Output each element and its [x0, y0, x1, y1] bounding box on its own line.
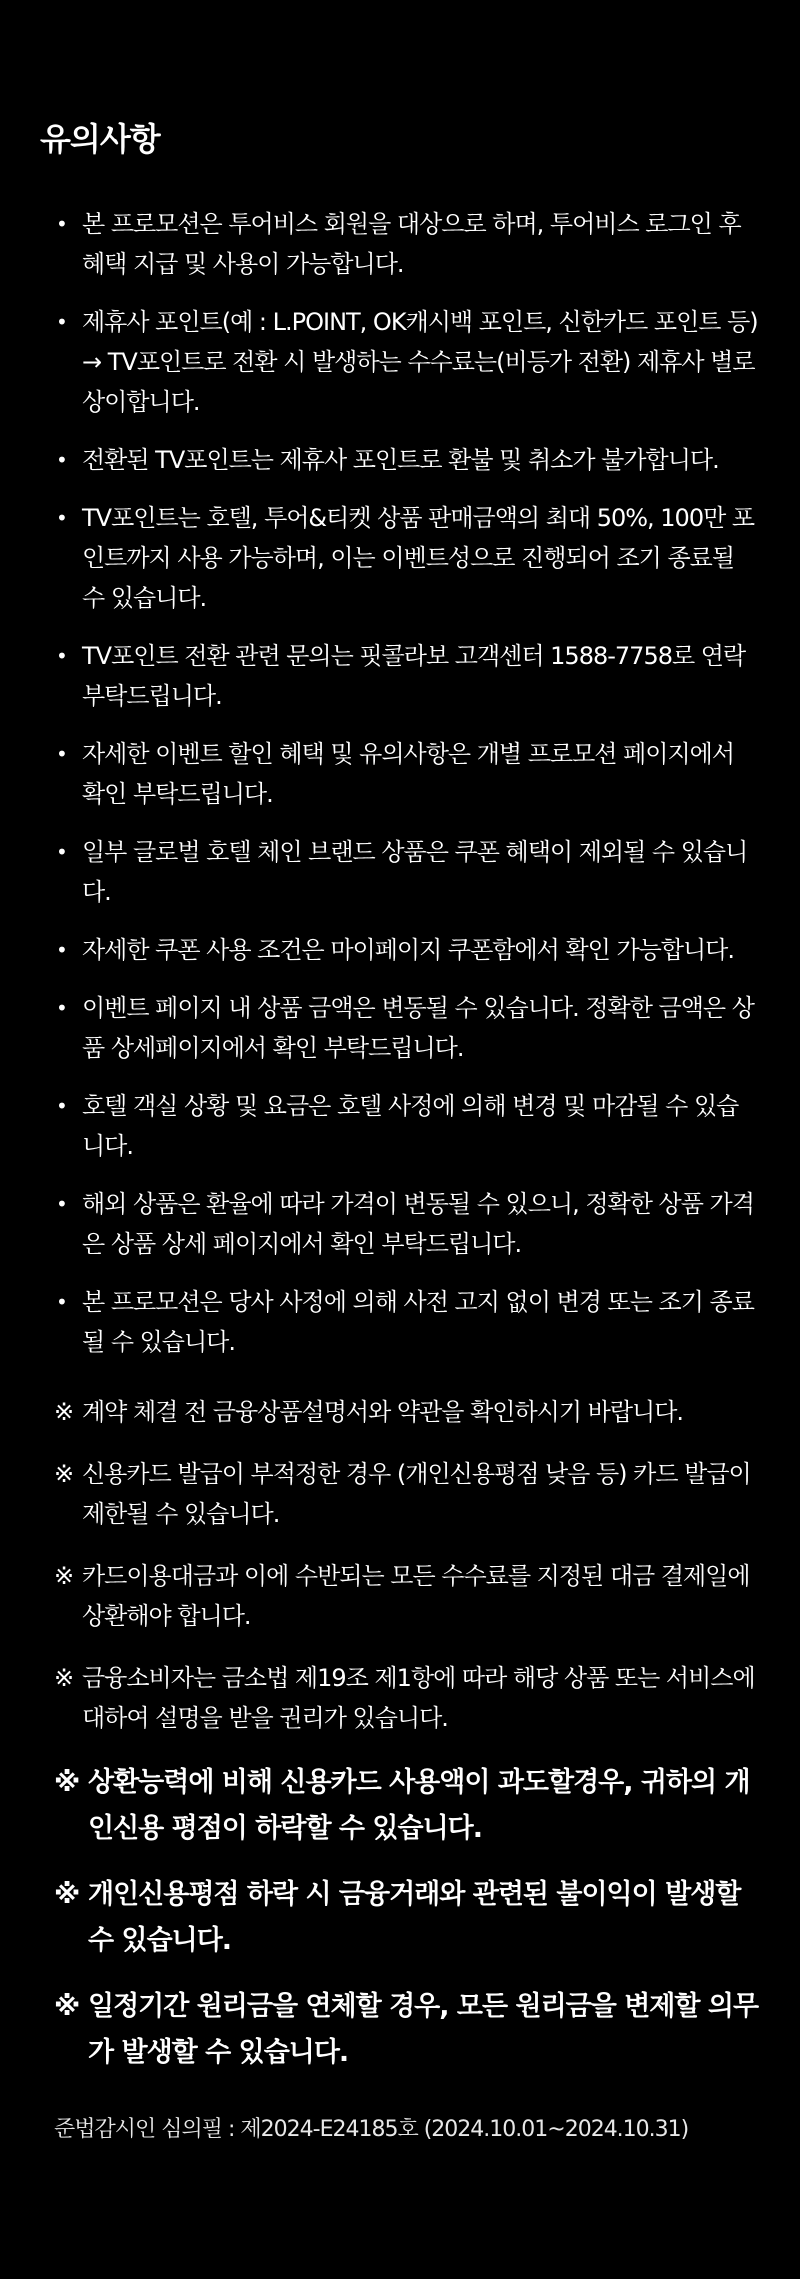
caution-list — [40, 204, 760, 1362]
list-item-text: TV포인트는 호텔, 투어&티켓 상품 판매금액의 최대 50%, 100만 포인트까지 사용 가능하며, 이는 이벤트성으로 진행되어 조기 종료될 수 있습니다. — [82, 504, 755, 612]
list-item-text: 자세한 쿠폰 사용 조건은 마이페이지 쿠폰함에서 확인 가능합니다. — [82, 936, 734, 964]
bullet-icon: • — [56, 996, 67, 1020]
list-item — [54, 930, 760, 970]
list-item-text: 본 프로모션은 당사 사정에 의해 사전 고지 없이 변경 또는 조기 종료될 수 있습니다. — [82, 1288, 754, 1356]
bullet-icon: • — [56, 448, 67, 472]
compliance-footnote: 준법감시인 심의필 : 제2024-E24185호 (2024.10.01~2024.10.31) — [54, 2117, 689, 2142]
bullet-icon: • — [56, 1094, 67, 1118]
reference-mark-icon: ※ — [54, 1664, 74, 1692]
notice-item — [54, 1556, 760, 1636]
list-item — [54, 1184, 760, 1264]
notice-text: 카드이용대금과 이에 수반되는 모든 수수료를 지정된 대금 결제일에 상환해야 합니다. — [82, 1562, 750, 1630]
list-item — [54, 302, 760, 422]
bullet-icon: • — [56, 212, 67, 236]
notice-item — [54, 1454, 760, 1534]
list-item — [54, 734, 760, 814]
reference-mark-icon: ※ — [54, 1460, 74, 1488]
notice-text: 신용카드 발급이 부적정한 경우 (개인신용평점 낮음 등) 카드 발급이 제한될 수 있습니다. — [82, 1460, 751, 1528]
notice-item — [54, 1658, 760, 1738]
warning-text: 개인신용평점 하락 시 금융거래와 관련된 불이익이 발생할 수 있습니다. — [88, 1879, 741, 1956]
bullet-icon: • — [56, 1290, 67, 1314]
list-item-text: 본 프로모션은 투어비스 회원을 대상으로 하며, 투어비스 로그인 후 혜택 지급 및 사용이 가능합니다. — [82, 210, 741, 278]
list-item-text: 전환된 TV포인트는 제휴사 포인트로 환불 및 취소가 불가합니다. — [82, 446, 719, 474]
notice-item — [54, 1392, 760, 1432]
list-item — [54, 440, 760, 480]
list-item-text: 제휴사 포인트(예 : L.POINT, OK캐시백 포인트, 신한카드 포인트 등) → TV포인트로 전환 시 발생하는 수수료는(비등가 전환) 제휴사 별로 상이합니다. — [82, 308, 758, 416]
list-item — [54, 1086, 760, 1166]
reference-mark-icon: ※ — [54, 1767, 80, 1798]
notice-text: 계약 체결 전 금융상품설명서와 약관을 확인하시기 바랍니다. — [82, 1398, 684, 1426]
financial-notices — [40, 1392, 760, 2076]
warning-item — [54, 1872, 760, 1964]
reference-mark-icon: ※ — [54, 1398, 74, 1426]
warning-text: 상환능력에 비해 신용카드 사용액이 과도할경우, 귀하의 개인신용 평점이 하락할 수 있습니다. — [88, 1767, 750, 1844]
list-item — [54, 832, 760, 912]
reference-mark-icon: ※ — [54, 1562, 74, 1590]
list-item — [54, 636, 760, 716]
bullet-icon: • — [56, 840, 67, 864]
bullet-icon: • — [56, 742, 67, 766]
bullet-icon: • — [56, 310, 67, 334]
list-item-text: 호텔 객실 상황 및 요금은 호텔 사정에 의해 변경 및 마감될 수 있습니다. — [82, 1092, 739, 1160]
reference-mark-icon: ※ — [54, 1879, 80, 1910]
bullet-icon: • — [56, 506, 67, 530]
page-title: 유의사항 — [40, 120, 160, 158]
warning-item — [54, 1760, 760, 1852]
notice-text: 금융소비자는 금소법 제19조 제1항에 따라 해당 상품 또는 서비스에 대하여 설명을 받을 권리가 있습니다. — [82, 1664, 755, 1732]
list-item-text: TV포인트 전환 관련 문의는 핏콜라보 고객센터 1588-7758로 연락 부탁드립니다. — [82, 642, 746, 710]
bullet-icon: • — [56, 938, 67, 962]
warning-text: 일정기간 원리금을 연체할 경우, 모든 원리금을 변제할 의무가 발생할 수 있습니다. — [88, 1991, 759, 2068]
list-item — [54, 1282, 760, 1362]
warning-item — [54, 1984, 760, 2076]
list-item-text: 자세한 이벤트 할인 혜택 및 유의사항은 개별 프로모션 페이지에서 확인 부탁드립니다. — [82, 740, 734, 808]
list-item-text: 해외 상품은 환율에 따라 가격이 변동될 수 있으니, 정확한 상품 가격은 상품 상세 페이지에서 확인 부탁드립니다. — [82, 1190, 754, 1258]
list-item-text: 일부 글로벌 호텔 체인 브랜드 상품은 쿠폰 혜택이 제외될 수 있습니다. — [82, 838, 748, 906]
bullet-icon: • — [56, 1192, 67, 1216]
list-item-text: 이벤트 페이지 내 상품 금액은 변동될 수 있습니다. 정확한 금액은 상품 상세페이지에서 확인 부탁드립니다. — [82, 994, 754, 1062]
list-item — [54, 498, 760, 618]
list-item — [54, 988, 760, 1068]
reference-mark-icon: ※ — [54, 1991, 80, 2022]
bullet-icon: • — [56, 644, 67, 668]
list-item — [54, 204, 760, 284]
